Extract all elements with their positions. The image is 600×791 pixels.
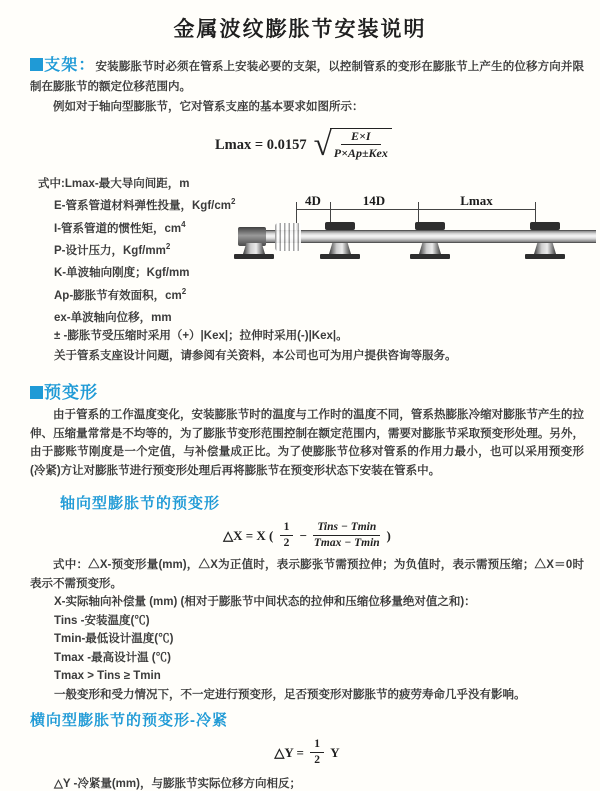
support-intro-paragraph [30, 56, 584, 97]
pipe-support-pedestal [234, 243, 274, 263]
axial-definition-lines [30, 593, 584, 704]
one-half-fraction: $\frac{1}{2}$ [280, 521, 294, 550]
axial-formula [30, 521, 584, 550]
axial-subheading: 轴向型膨胀节的预变形 [60, 495, 221, 513]
definition-line: K-单波轴向刚度；Kgf/mm [54, 267, 190, 280]
axial-line: Tins -安装温度(℃) [54, 614, 150, 627]
axial-line: X-实际轴向补偿量 (mm) (相对于膨胀节中间状态的拉伸和压缩位移量绝对值之和)： [54, 596, 476, 609]
page-title: 金属波纹膨胀节安装说明 [173, 18, 427, 41]
definition-line: I-管系管道的惯性矩，$cm^4$ [54, 219, 186, 235]
support-example-line: 例如对于轴向型膨胀节，它对管系支座的基本要求如图所示： [53, 101, 364, 113]
support-stem [534, 243, 556, 254]
lateral-subheading: 横向型膨胀节的预变形-冷紧 [30, 712, 228, 730]
one-half-fraction: $\frac{1}{2}$ [310, 738, 324, 767]
support-stem [419, 243, 441, 254]
lateral-formula-rhs: Y [330, 744, 340, 760]
lateral-formula [30, 738, 584, 767]
lmax-formula-lhs: Lmax = 0.0157 [215, 136, 307, 153]
support-stem [329, 243, 351, 254]
service-note: 关于管系支座设计问题，请参阅有关资料，本公司也可为用户提供咨询等服务。 [54, 349, 457, 362]
definition-line: P-设计压力，Kgf/$mm^2$ [54, 241, 171, 257]
blue-square-icon [30, 386, 43, 399]
lateral-formula-lhs: △Y = [274, 744, 304, 760]
preform-section-title: 预变形 [44, 383, 98, 403]
dimension-label-14d: 14D [362, 193, 386, 208]
pipe-support-pedestal [320, 222, 360, 260]
support-section-label [30, 57, 96, 74]
support-intro-text: 安装膨胀节时必须在管系上安装必要的支架，以控制管系的变形在膨胀节上产生的位移方向并限制在膨胀节的额定位移范围内。 [30, 61, 584, 93]
radicand-fraction [330, 128, 392, 160]
axial-explain-paragraph: 式中：△X-预变形量(mm)，△X为正值时，表示膨张节需预拉伸；为负值时，表示需预压缩；△X＝0时表示不需预变形。 [30, 559, 584, 590]
dimension-label-4d: 4D [305, 193, 321, 208]
fraction-denominator: P×Ap±Kex [333, 146, 388, 160]
bellows-expansion-joint [275, 223, 301, 251]
pipe-support-diagram [238, 194, 596, 286]
axial-line: 一般变形和受力情况下，不一定进行预变形，足否预变形对膨胀节的疲劳寿命几乎没有影响。 [54, 688, 526, 701]
fraction-numerator: E×I [341, 129, 381, 145]
support-stem [243, 243, 265, 254]
close-paren: ) [386, 527, 391, 543]
support-foot [525, 254, 565, 259]
minus-sign: − [299, 527, 308, 543]
preform-section-heading [30, 378, 584, 403]
definition-line: ex-单波轴向位移，mm [54, 311, 172, 324]
pipe-support-pedestal [410, 222, 450, 260]
main-content [0, 56, 600, 791]
pipe-support-pedestal [525, 222, 565, 260]
support-clamp [415, 222, 445, 230]
dimension-label-lmax: Lmax [460, 193, 493, 208]
lateral-note-line: △Y -冷紧量(mm)，与膨胀节实际位移方向相反； [54, 778, 301, 791]
support-foot [234, 254, 274, 259]
plus-minus-note: ± -膨胀节受压缩时采用（+）|Kex|；拉伸时采用(-)|Kex|。 [54, 330, 348, 343]
radical-sign: √ [313, 127, 332, 163]
definition-line: E-管系管道材料弹性投量，Kgf/$cm^2$ [54, 197, 236, 213]
support-clamp [325, 222, 355, 230]
temperature-fraction: $\frac{\text{Tins − Tmin}}{Tmax - Tmin}$ [313, 521, 380, 550]
preform-paragraph: 由于管系的工作温度变化，安装膨胀节时的温度与工作时的温度不同，管系热膨胀冷缩对膨胀节产生的拉伸、压缩量常常是不均等的，为了膨胀节变形范围控制在额定范围内，需要对膨胀节采取预变形处理。另外，由于膨账节刚度是一个定值，与补偿量成正比。为了使膨胀节位移对管系的作用力最小，也可以采用预变形(冷紧)方让对膨胀节进行预变形处理后再将膨胀节在预变形状态下安装在管系中。 [30, 409, 584, 477]
axial-line: Tmax > Tins ≥ Tmin [54, 670, 161, 683]
axial-line: Tmax -最高设计温 (℃) [54, 651, 171, 664]
axial-formula-lhs: △X = X ( [223, 527, 274, 543]
square-root [314, 128, 392, 162]
support-clamp [530, 222, 560, 230]
support-foot [410, 254, 450, 259]
axial-line: Tmin-最低设计温度(℃) [54, 633, 174, 646]
lmax-formula [215, 125, 584, 165]
definition-line: 式中:Lmax-最大导向间距，m [38, 177, 190, 190]
support-foot [320, 254, 360, 259]
dimension-line [296, 209, 535, 210]
definition-line: Ap-膨胀节有效面积，$cm^2$ [54, 286, 187, 302]
support-section-title: 支架： [44, 57, 96, 74]
blue-square-icon [30, 58, 43, 71]
